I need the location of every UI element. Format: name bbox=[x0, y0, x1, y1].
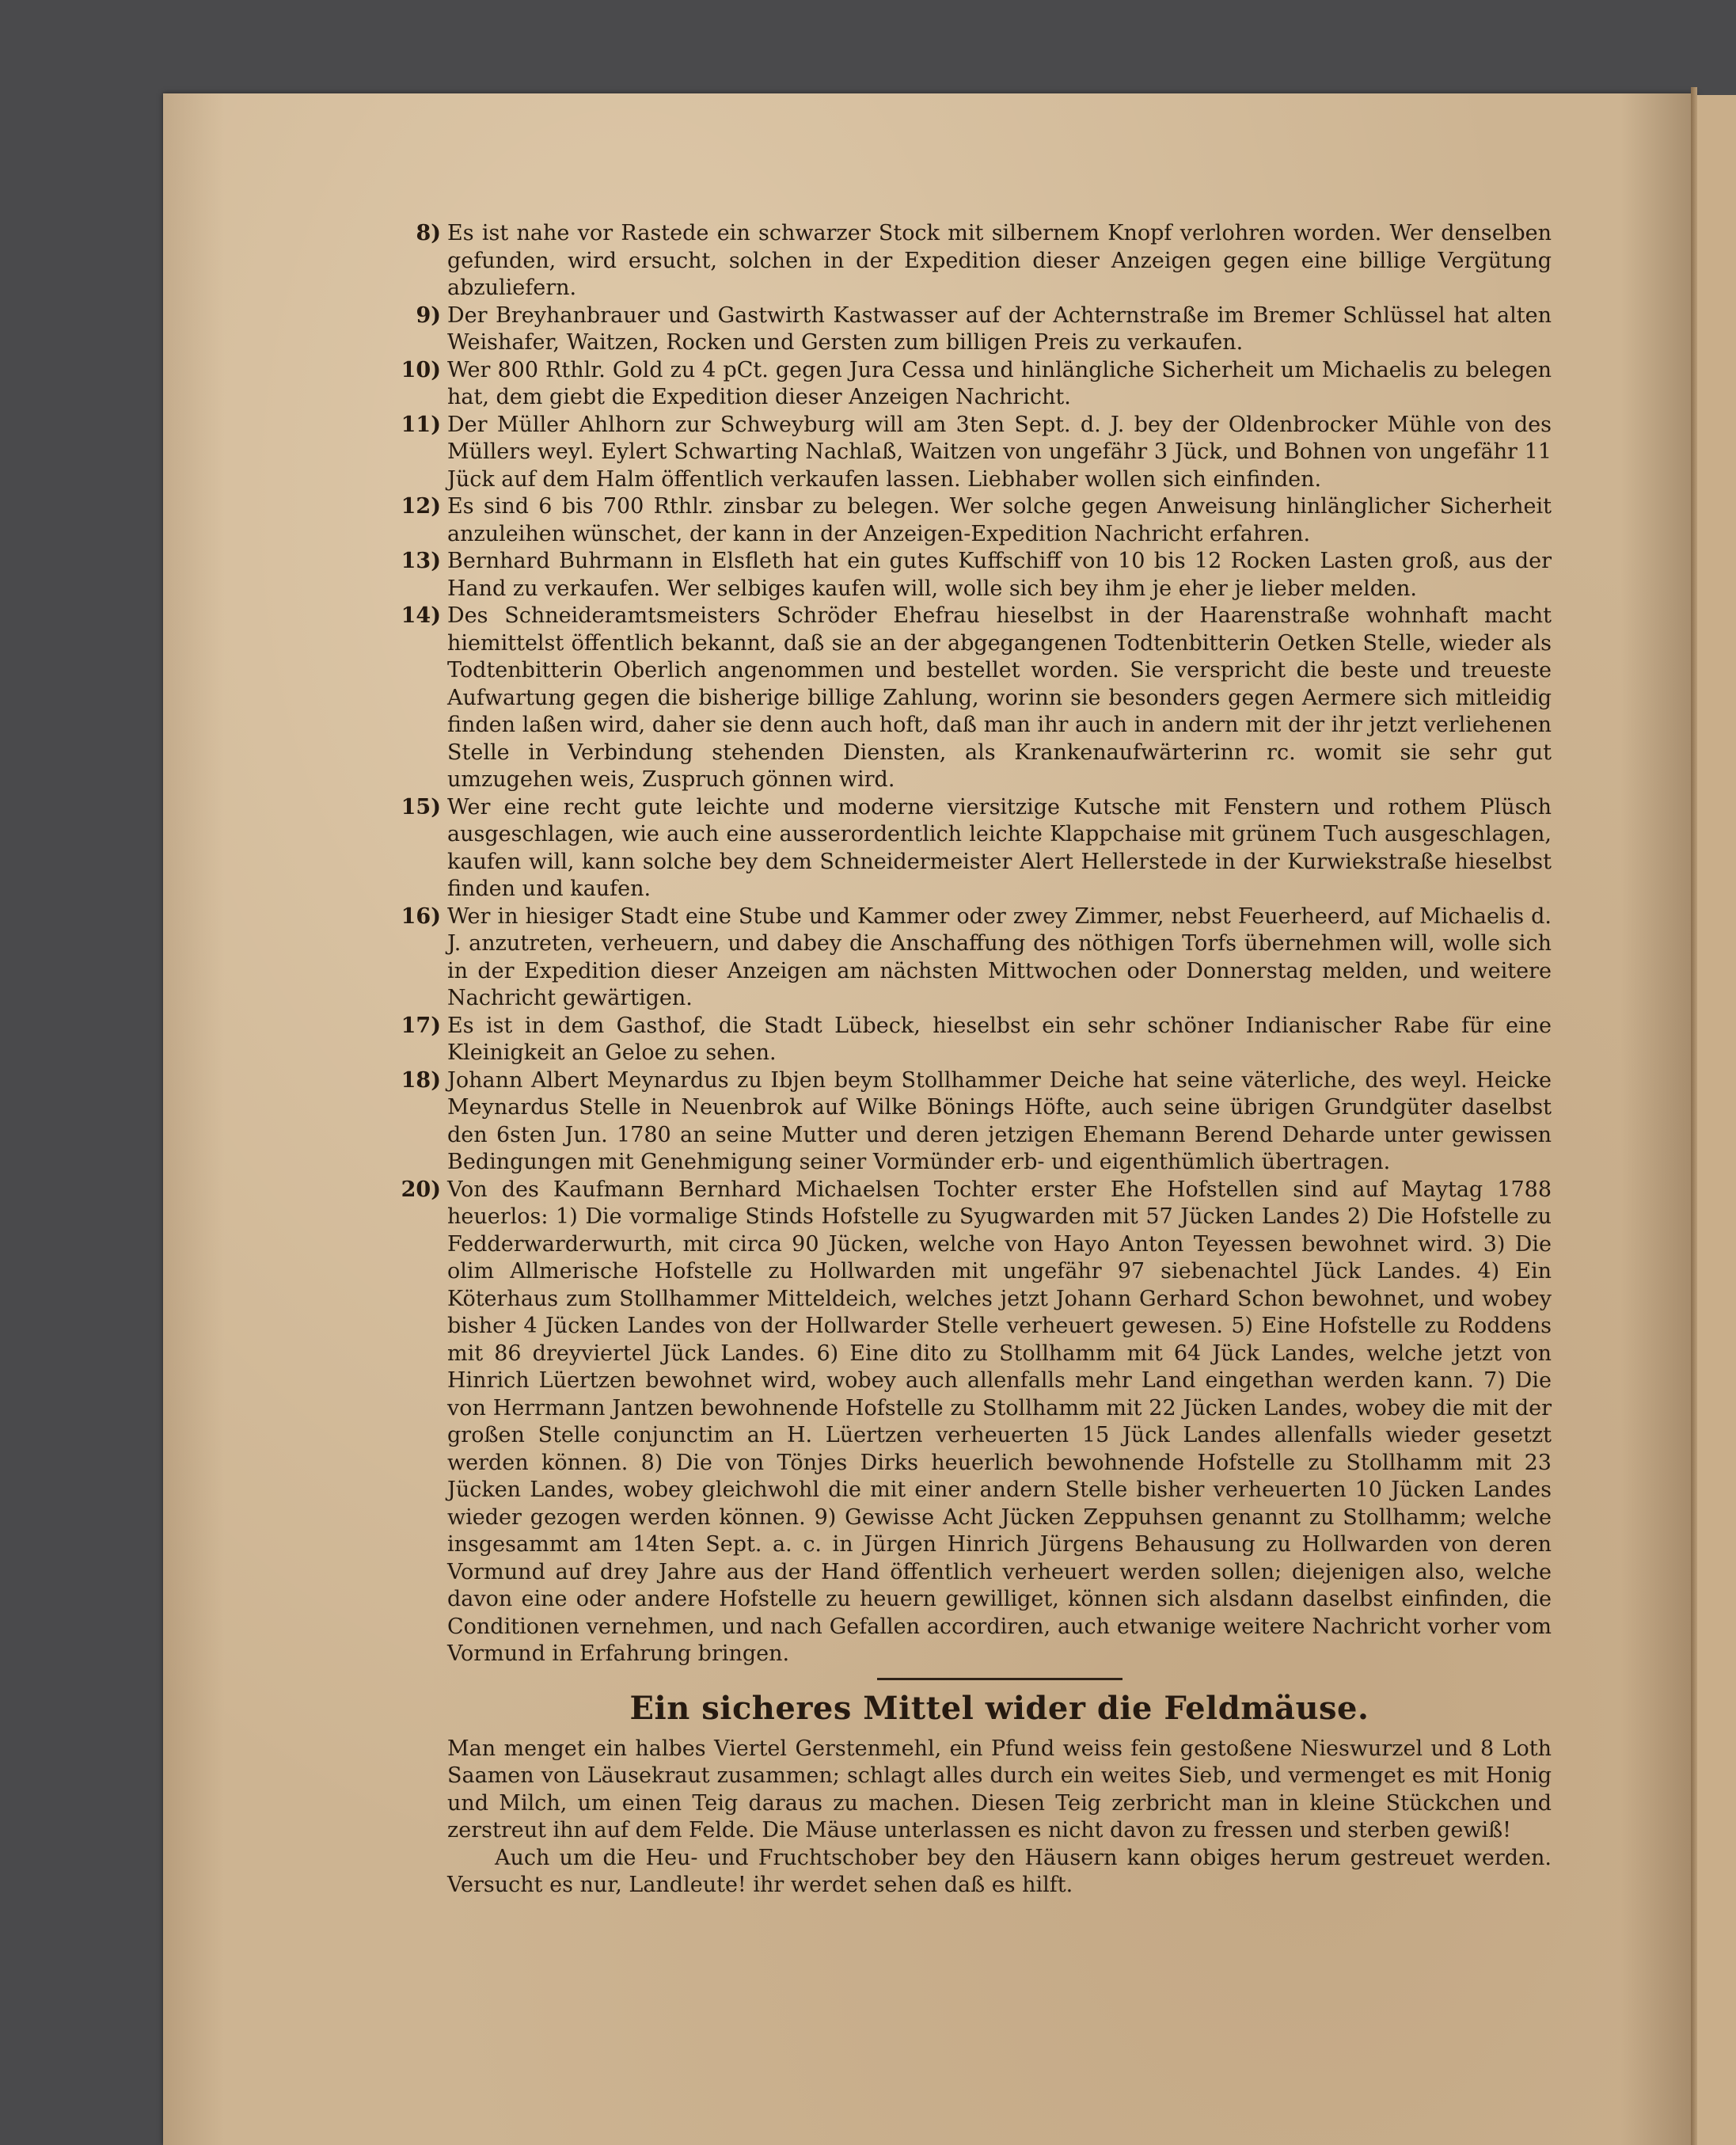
entry-text: Des Schneideramtsmeisters Schröder Ehefrau hieselbst in der Haarenstraße wohnhaft macht hiemittelst öffentlich bekannt, daß sie an der abgegangenen Todtenbitterin Oetken Stelle, wieder als Todtenbitterin Oberlich angenommen und bestellet worden. Sie verspricht die beste und treueste Aufwartung gegen die bisherige billige Zahlung, worinn sie besonders gegen Aermere sich mitleidig finden laßen wird, daher sie denn auch hoft, daß man ihr auch in andern mit der ihr jetzt verliehenen Stelle in Verbindung stehenden Diensten, als Krankenaufwärterinn rc. womit sie sehr gut umzugehen weis, Zuspruch gönnen wird. bbox=[447, 603, 1552, 792]
article-paragraph: Man menget ein halbes Viertel Gerstenmehl, ein Pfund weiss fein gestoßene Nieswurzel und 8 Loth Saamen von Läusekraut zusammen; schlagt alles durch ein weites Sieb, und vermenget es mit Honig und Milch, um einen Teig daraus zu machen. Diesen Teig zerbricht man in kleine Stückchen und zerstreut ihn auf dem Felde. Die Mäuse unterlassen es nicht davon zu fressen und sterben gewiß! bbox=[447, 1736, 1552, 1843]
notice-entry bbox=[401, 1067, 1552, 1177]
entry-number: 15) bbox=[401, 794, 441, 820]
article-paragraph: Auch um die Heu- und Fruchtschober bey den Häusern kann obiges herum gestreuet werden. Versucht es nur, Landleute! ihr werdet sehen daß es hilft. bbox=[447, 1845, 1552, 1897]
notice-entry bbox=[401, 493, 1552, 548]
entry-text: Von des Kaufmann Bernhard Michaelsen Tochter erster Ehe Hofstellen sind auf Maytag 1788 heuerlos: 1) Die vormalige Stinds Hofstelle zu Syugwarden mit 57 Jücken Landes 2) Die Hofstelle zu Fedderwarderwurth, mit circa 90 Jücken, welche von Hayo Anton Teyessen bewohnet wird. 3) Die olim Allmerische Hofstelle zu Hollwarden mit ungefähr 97 siebenachtel Jück Landes. 4) Ein Köterhaus zum Stollhammer Mitteldeich, welches jetzt Johann Gerhard Schon bewohnet, und wobey bisher 4 Jücken Landes von der Hollwarder Stelle verheuert gewesen. 5) Eine Hofstelle zu Roddens mit 86 dreyviertel Jück Landes. 6) Eine dito zu Stollhamm mit 64 Jück Landes, welche jetzt von Hinrich Lüertzen bewohnet wird, wobey auch allenfalls mehr Land eingethan werden kann. 7) Die von Herrmann Jantzen bewohnende Hofstelle zu Stollhamm mit 22 Jücken Landes, wobey die mit der großen Stelle conjunctim an H. Lüertzen verheuerten 15 Jück Landes allenfalls wieder gesetzt werden können. 8) Die von Tönjes Dirks heuerlich bewohnende Hofstelle zu Stollhamm mit 23 Jücken Landes, wobey gleichwohl die mit einer andern Stelle bisher verheuerten 10 Jücken Landes wieder gezogen werden können. 9) Gewisse Acht Jücken Zeppuhsen genannt zu Stollhamm; welche insgesammt am 14ten Sept. a. c. in Jürgen Hinrich Jürgens Behausung zu Hollwarden von deren Vormund auf drey Jahre aus der Hand öffentlich verheuert werden sollen; diejenigen also, welche davon eine oder andere Hofstelle zu heuern gewilliget, können sich alsdann daselbst einfinden, die Conditionen vernehmen, und nach Gefallen accordiren, auch etwanige weitere Nachricht vorher vom Vormund in Erfahrung bringen. bbox=[447, 1177, 1552, 1666]
notice-entry bbox=[416, 220, 1552, 302]
entry-number: 16) bbox=[401, 903, 441, 929]
entry-number: 20) bbox=[401, 1177, 441, 1202]
entry-text: Bernhard Buhrmann in Elsfleth hat ein gutes Kuffschiff von 10 bis 12 Rocken Lasten groß, aus der Hand zu verkaufen. Wer selbiges kaufen will, wolle sich bey ihm je eher je lieber melden. bbox=[447, 549, 1552, 601]
notice-entry bbox=[401, 357, 1552, 412]
notice-entry bbox=[401, 903, 1552, 1013]
entry-text: Es sind 6 bis 700 Rthlr. zinsbar zu belegen. Wer solche gegen Anweisung hinlänglicher Sicherheit anzuleihen wünschet, der kann in der Anzeigen-Expedition Nachricht erfahren. bbox=[447, 494, 1552, 546]
entry-text: Es ist in dem Gasthof, die Stadt Lübeck, hieselbst ein sehr schöner Indianischer Rabe für eine Kleinigkeit an Geloe zu sehen. bbox=[447, 1013, 1552, 1065]
entry-text: Wer eine recht gute leichte und moderne viersitzige Kutsche mit Fenstern und rothem Plüsch ausgeschlagen, wie auch eine ausserordentlich leichte Klappchaise mit grünem Tuch ausgeschlagen, kaufen will, kann solche bey dem Schneidermeister Alert Hellerstede in der Kurwiekstraße hieselbst finden und kaufen. bbox=[447, 794, 1552, 901]
entry-text: Wer in hiesiger Stadt eine Stube und Kammer oder zwey Zimmer, nebst Feuerheerd, auf Michaelis d. J. anzutreten, verheuern, und dabey die Anschaffung des nöthigen Torfs übernehmen will, wolle sich in der Expedition dieser Anzeigen am nächsten Mittwochen oder Donnerstag melden, und weitere Nachricht gewärtigen. bbox=[447, 903, 1552, 1010]
entry-number: 10) bbox=[401, 357, 441, 382]
entry-number: 12) bbox=[401, 494, 441, 519]
entry-number: 9) bbox=[416, 302, 441, 328]
notice-entry bbox=[401, 548, 1552, 603]
notice-entry bbox=[416, 302, 1552, 357]
entry-number: 17) bbox=[401, 1013, 441, 1038]
notice-entry bbox=[401, 412, 1552, 494]
facing-page-edge bbox=[1697, 95, 1736, 2145]
entry-text: Johann Albert Meynardus zu Ibjen beym Stollhammer Deiche hat seine väterliche, des weyl. Heicke Meynardus Stelle in Neuenbrok auf Wilke Bönings Höfte, auch seine übrigen Grundgüter daselbst den 6sten Jun. 1780 an seine Mutter und deren jetzigen Ehemann Berend Deharde unter gewissen Bedingungen mit Genehmigung seiner Vormünder erb- und eigenthümlich übertragen. bbox=[447, 1067, 1552, 1174]
book-spine bbox=[1691, 87, 1697, 2145]
notice-entry bbox=[401, 603, 1552, 794]
entry-text: Wer 800 Rthlr. Gold zu 4 pCt. gegen Jura Cessa und hinlängliche Sicherheit um Michaelis zu belegen hat, dem giebt die Expedition dieser Anzeigen Nachricht. bbox=[447, 357, 1552, 409]
entry-number: 18) bbox=[401, 1067, 441, 1093]
notice-entry bbox=[401, 794, 1552, 903]
section-divider bbox=[877, 1678, 1123, 1680]
entry-number: 8) bbox=[416, 221, 441, 245]
notice-entry bbox=[401, 1013, 1552, 1067]
notice-entry bbox=[401, 1177, 1552, 1668]
entry-number: 14) bbox=[401, 603, 441, 628]
entry-text: Es ist nahe vor Rastede ein schwarzer Stock mit silbernem Knopf verlohren worden. Wer denselben gefunden, wird ersucht, solchen in der Expedition dieser Anzeigen gegen eine billige Vergütung abzuliefern. bbox=[447, 221, 1552, 300]
entry-text: Der Müller Ahlhorn zur Schweyburg will am 3ten Sept. d. J. bey der Oldenbrocker Mühle von des Müllers weyl. Eylert Schwarting Nachlaß, Waitzen von ungefähr 3 Jück, und Bohnen von ungefähr 11 Jück auf dem Halm öffentlich verkaufen lassen. Liebhaber wollen sich einfinden. bbox=[447, 412, 1552, 492]
entry-number: 11) bbox=[401, 412, 441, 437]
page-text bbox=[401, 220, 1552, 1900]
entry-number: 13) bbox=[401, 549, 441, 573]
article-heading: Ein sicheres Mittel wider die Feldmäuse. bbox=[629, 1689, 1369, 1727]
entry-text: Der Breyhanbrauer und Gastwirth Kastwasser auf der Achternstraße im Bremer Schlüssel hat alten Weishafer, Waitzen, Rocken und Gersten zum billigen Preis zu verkaufen. bbox=[447, 302, 1552, 355]
